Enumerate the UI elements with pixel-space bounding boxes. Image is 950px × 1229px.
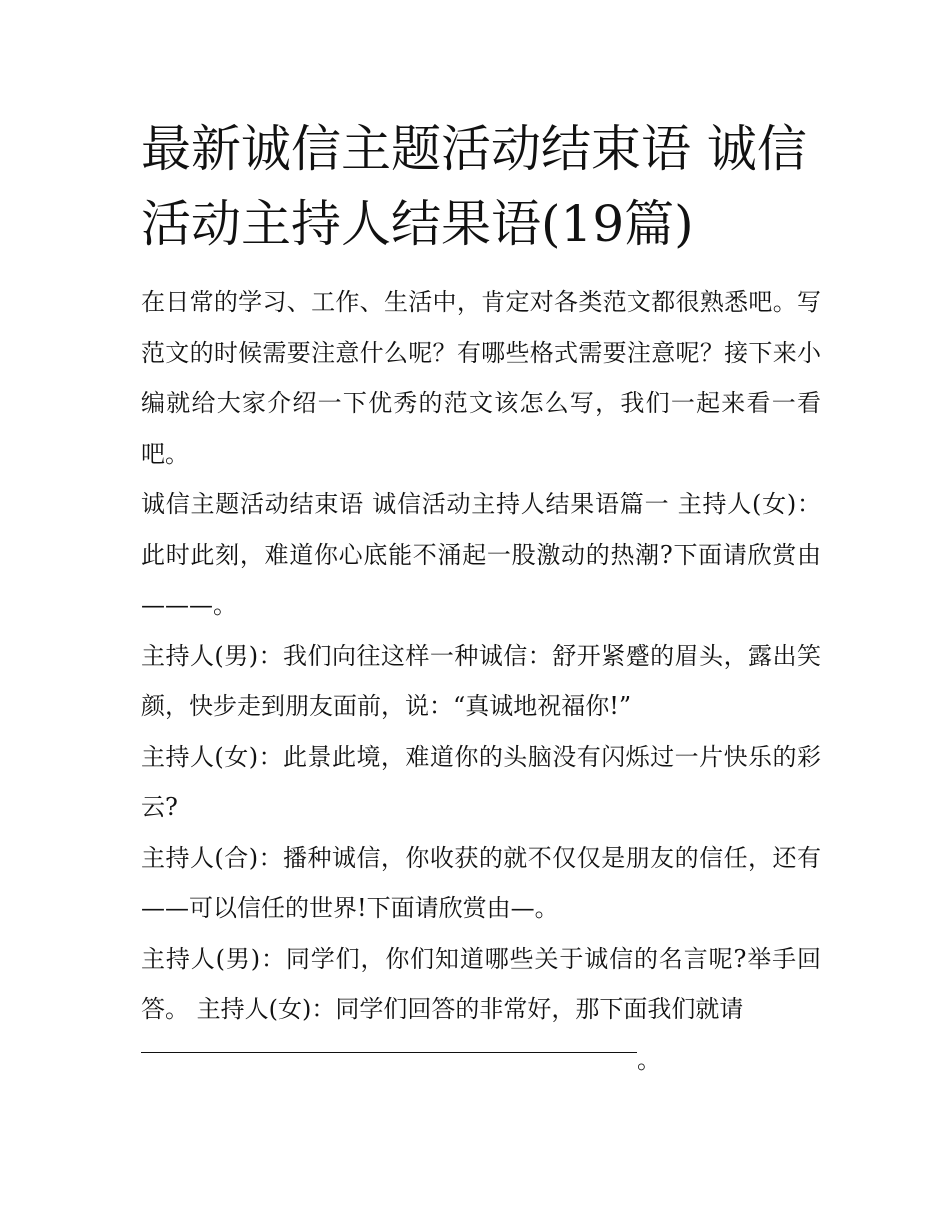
- paragraph-3: 主持人(女)：此景此境，难道你的头脑没有闪烁过一片快乐的彩云?: [141, 742, 821, 821]
- document-page: [141, 112, 821, 1085]
- paragraph-4: 主持人(合)：播种诚信，你收获的就不仅仅是朋友的信任，还有——可以信任的世界!下面请欣赏由—。: [141, 843, 821, 922]
- paragraph-intro: 在日常的学习、工作、生活中，肯定对各类范文都很熟悉吧。写范文的时候需要注意什么呢？有哪些格式需要注意呢？接下来小编就给大家介绍一下优秀的范文该怎么写，我们一起来看一看吧。: [141, 288, 821, 468]
- blank-fill-line: [141, 1035, 821, 1086]
- document-body: [141, 277, 821, 1085]
- document-title: 最新诚信主题活动结束语 诚信活动主持人结果语(19篇): [141, 120, 807, 253]
- paragraph-2: 主持人(男)：我们向往这样一种诚信：舒开紧蹙的眉头，露出笑颜，快步走到朋友面前，说：“真诚地祝福你!”: [141, 641, 821, 720]
- paragraph-5: 主持人(男)：同学们，你们知道哪些关于诚信的名言呢?举手回答。 主持人(女)：同学们回答的非常好，那下面我们就请: [141, 944, 821, 1023]
- closing-punctuation: 。: [637, 1045, 661, 1074]
- paragraph-1: 诚信主题活动结束语 诚信活动主持人结果语篇一 主持人(女)：此时此刻，难道你心底能不涌起一股激动的热潮?下面请欣赏由———。: [141, 490, 821, 619]
- underline-blank: [141, 1052, 637, 1053]
